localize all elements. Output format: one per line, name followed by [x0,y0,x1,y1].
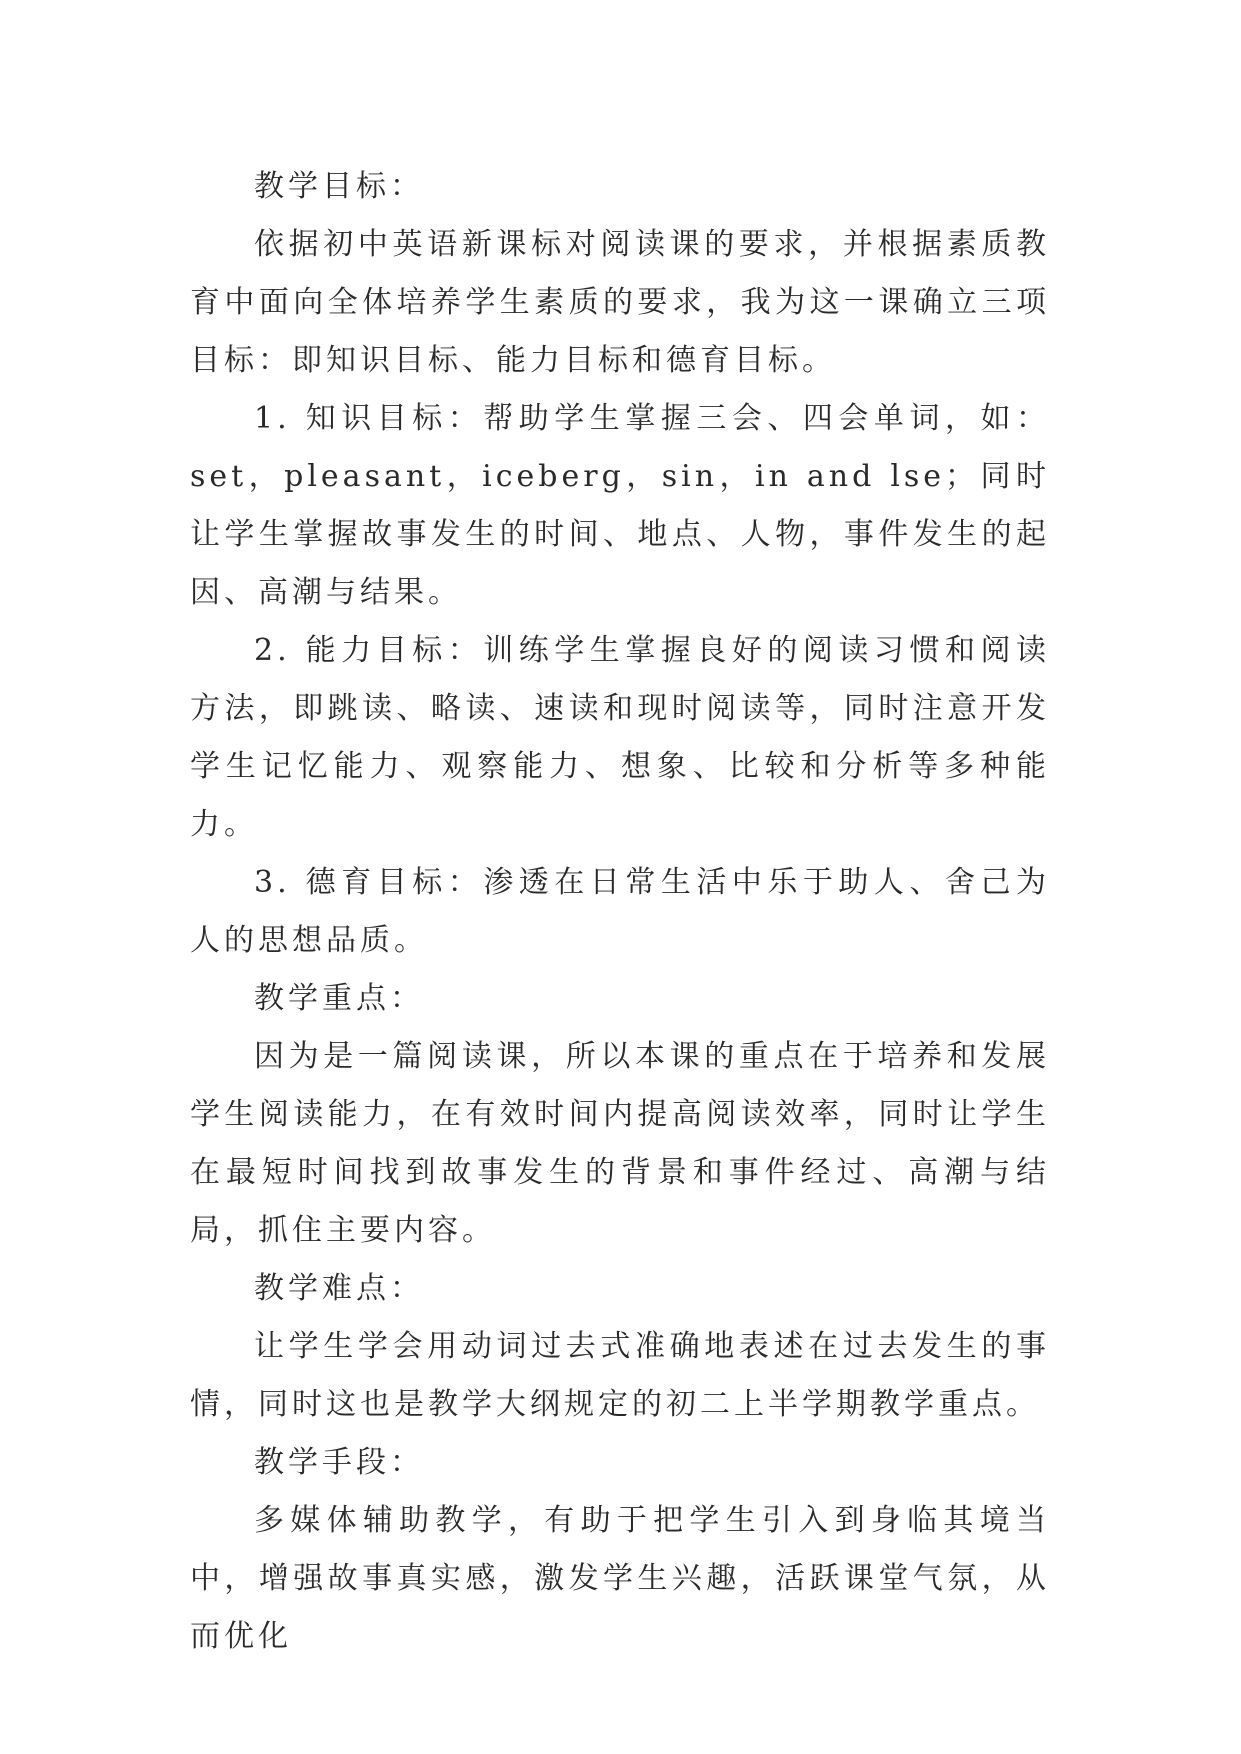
paragraph-key-points: 因为是一篇阅读课，所以本课的重点在于培养和发展学生阅读能力，在有效时间内提高阅读效率，同时让学生在最短时间找到故事发生的背景和事件经过、高潮与结局，抓住主要内容。 [190,1039,1050,1248]
paragraph-methods: 多媒体辅助教学，有助于把学生引入到身临其境当中，增强故事真实感，激发学生兴趣，活跃课堂气氛，从而优化 [190,1503,1050,1654]
paragraph-objectives-intro: 依据初中英语新课标对阅读课的要求，并根据素质教育中面向全体培养学生素质的要求，我为这一课确立三项目标：即知识目标、能力目标和德育目标。 [190,227,1050,378]
document-body [190,158,1050,1666]
section-heading-methods: 教学手段： [254,1445,424,1480]
section-heading-objectives: 教学目标： [254,169,424,204]
paragraph-ability-goal: 2. 能力目标：训练学生掌握良好的阅读习惯和阅读方法，即跳读、略读、速读和现时阅读等，同时注意开发学生记忆能力、观察能力、想象、比较和分析等多种能力。 [190,633,1050,842]
paragraph-moral-goal: 3. 德育目标：渗透在日常生活中乐于助人、舍己为人的思想品质。 [190,865,1050,958]
section-heading-key-points: 教学重点： [254,981,424,1016]
paragraph-difficulties: 让学生学会用动词过去式准确地表述在过去发生的事情，同时这也是教学大纲规定的初二上半学期教学重点。 [190,1329,1050,1422]
paragraph-knowledge-goal: 1. 知识目标：帮助学生掌握三会、四会单词，如：set，pleasant，iceberg，sin，in and lse；同时让学生掌握故事发生的时间、地点、人物，事件发生的起因、高潮与结果。 [190,401,1050,610]
section-heading-difficulties: 教学难点： [254,1271,424,1306]
